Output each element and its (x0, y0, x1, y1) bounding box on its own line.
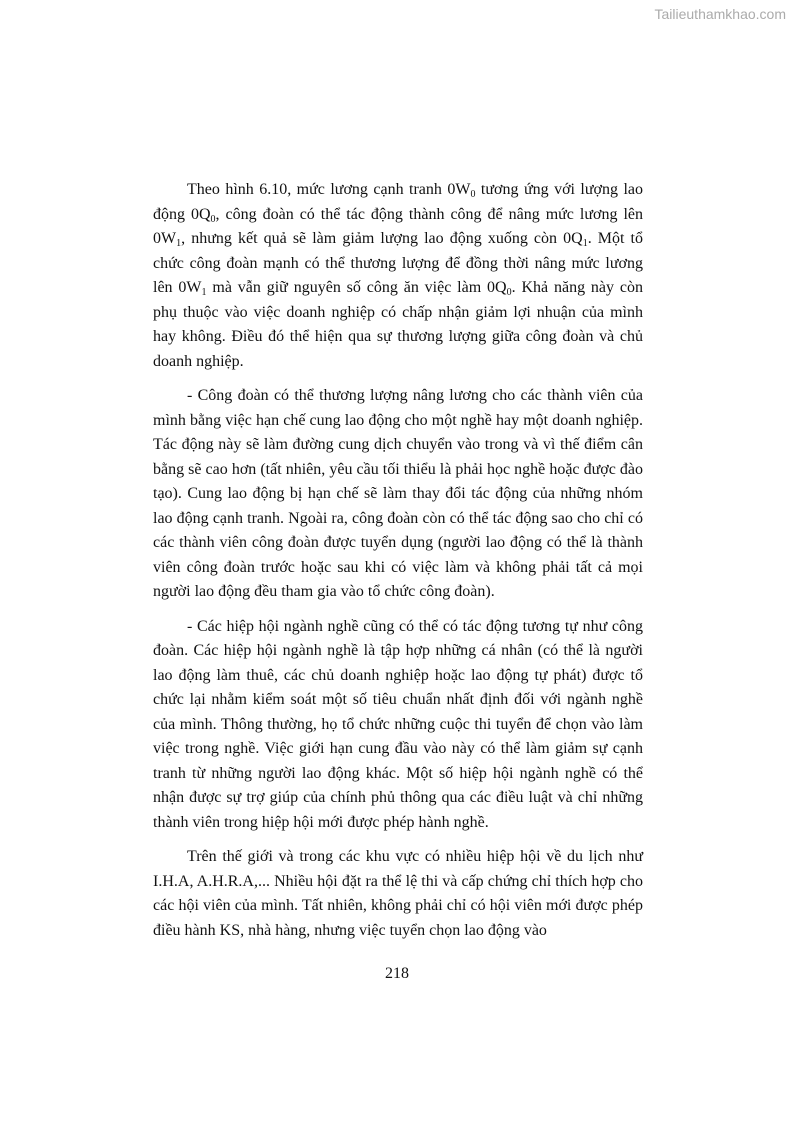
subscript: 0 (470, 189, 476, 200)
page-number: 218 (385, 965, 409, 982)
subscript: 1 (201, 287, 207, 298)
paragraph-professional-associations: - Các hiệp hội ngành nghề cũng có thể có tác động tương tự như công đoàn. Các hiệp hội ngành nghề là tập hợp những cá nhân (có thể là người lao động làm thuê, các chủ doanh nghiệp hoặc lao động tự phát) được tổ chức lại nhằm kiểm soát một số tiêu chuẩn nhất định đối với ngành nghề của mình. Thông thường, họ tổ chức những cuộc thi tuyển để chọn vào làm việc trong nghề. Việc giới hạn cung đầu vào này có thể làm giảm sự cạnh tranh từ những người lao động khác. Một số hiệp hội ngành nghề có thể nhận được sự trợ giúp của chính phủ thông qua các điều luật và chỉ những thành viên trong hiệp hội mới được phép hành nghề. (153, 617, 643, 831)
paragraph-union-supply: - Công đoàn có thể thương lượng nâng lương cho các thành viên của mình bằng việc hạn chế cung lao động cho một nghề hay một doanh nghiệp. Tác động này sẽ làm đường cung dịch chuyển vào trong và vì thế điểm cân bằng sẽ cao hơn (tất nhiên, yêu cầu tối thiểu là phải học nghề hoặc được đào tạo). Cung lao động bị hạn chế sẽ làm thay đổi tác động của những nhóm lao động cạnh tranh. Ngoài ra, công đoàn còn có thể tác động sao cho chỉ có các thành viên công đoàn được tuyển dụng (người lao động có thể là thành viên công đoàn trước hoặc sau khi có việc làm và không phải tất cả mọi người lao động đều tham gia vào tổ chức công đoàn). (153, 387, 643, 600)
subscript: 1 (582, 238, 588, 249)
subscript: 0 (506, 287, 512, 298)
page-body (153, 178, 643, 953)
watermark: Tailieuthamkhao.com (654, 6, 786, 22)
subscript: 0 (210, 213, 216, 225)
paragraph-tourism-associations: Trên thế giới và trong các khu vực có nhiều hiệp hội về du lịch như I.H.A, A.H.R.A,... Nhiều hội đặt ra thể lệ thi và cấp chứng chỉ thích hợp cho các hội viên của mình. Tất nhiên, không phải chỉ có hội viên mới được phép điều hành KS, nhà hàng, nhưng việc tuyển chọn lao động vào (153, 848, 643, 939)
subscript: 1 (176, 238, 182, 249)
paragraph-wage-union: Theo hình 6.10, mức lương cạnh tranh $0W_0$ tương ứng với lượng lao động $0Q_0$, công đoàn có thể tác động thành công để nâng mức lương lên $0W_1$, nhưng kết quả sẽ làm giảm lượng lao động xuống còn $0Q_1$. Một tổ chức công đoàn mạnh có thể thương lượng để đồng thời nâng mức lương lên $0W_1$ mà vẫn giữ nguyên số công ăn việc làm $0Q_0$. Khả năng này còn phụ thuộc vào việc doanh nghiệp có chấp nhận giảm lợi nhuận của mình hay không. Điều đó thể hiện qua sự thương lượng giữa công đoàn và chủ doanh nghiệp. (153, 181, 644, 370)
